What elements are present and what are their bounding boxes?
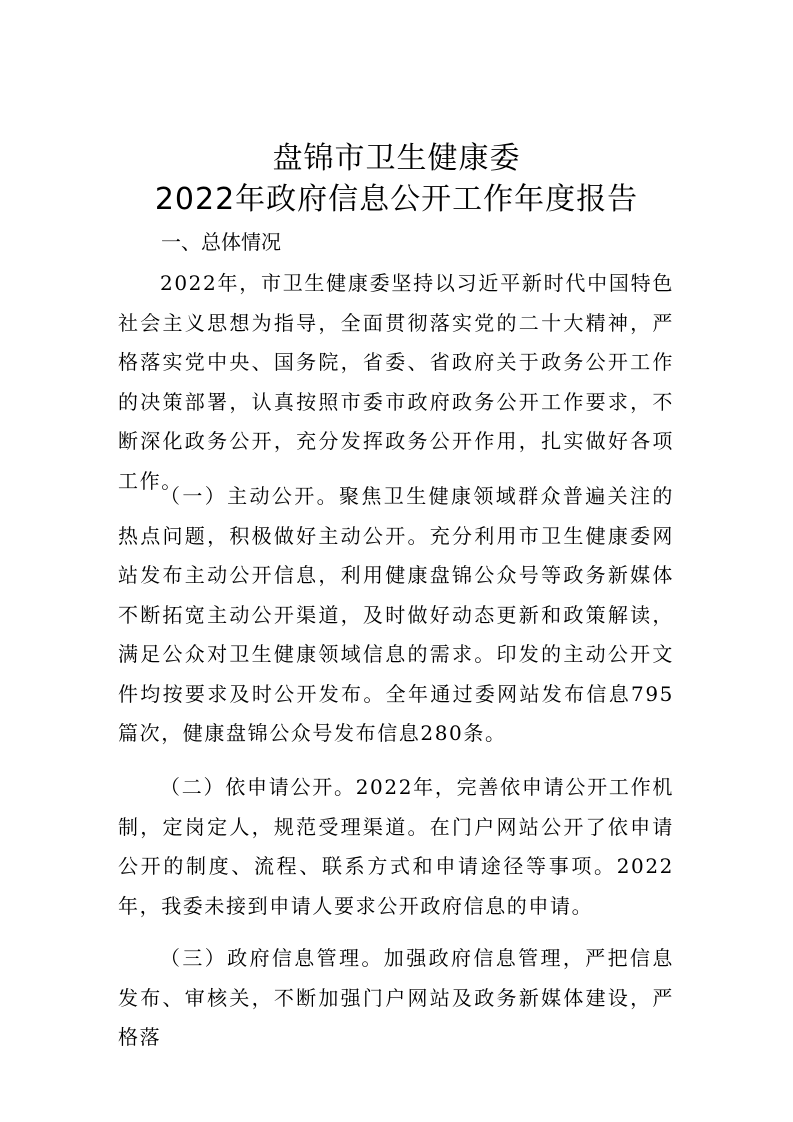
paragraph-application-disclosure: （二）依申请公开。2022年，完善依申请公开工作机制，定岗定人，规范受理渠道。在门户网站公开了依申请公开的制度、流程、联系方式和申请途径等事项。2022年，我委未接到申请人要求公开政府信息的申请。 <box>118 775 674 918</box>
report-title-line1: 盘锦市卫生健康委 <box>272 141 521 176</box>
paragraph-information-management: （三）政府信息管理。加强政府信息管理，严把信息发布、审核关，不断加强门户网站及政务新媒体建设，严格落 <box>118 946 674 1049</box>
report-title-line2: 2022年政府信息公开工作年度报告 <box>154 182 639 217</box>
section-heading: 一、总体情况 <box>161 230 281 254</box>
paragraph-overview: 2022年，市卫生健康委坚持以习近平新时代中国特色社会主义思想为指导，全面贯彻落实党的二十大精神，严格落实党中央、国务院，省委、省政府关于政务公开工作的决策部署，认真按照市委市政府政务公开工作要求，不断深化政务公开，充分发挥政务公开作用，扎实做好各项工作。 <box>118 271 674 493</box>
paragraph-proactive-disclosure: （一）主动公开。聚焦卫生健康领域群众普遍关注的热点问题，积极做好主动公开。充分利用市卫生健康委网站发布主动公开信息，利用健康盘锦公众号等政务新媒体不断拓宽主动公开渠道，及时做好动态更新和政策解读，满足公众对卫生健康领域信息的需求。印发的主动公开文件均按要求及时公开发布。全年通过委网站发布信息795篇次，健康盘锦公众号发布信息280条。 <box>118 484 674 745</box>
